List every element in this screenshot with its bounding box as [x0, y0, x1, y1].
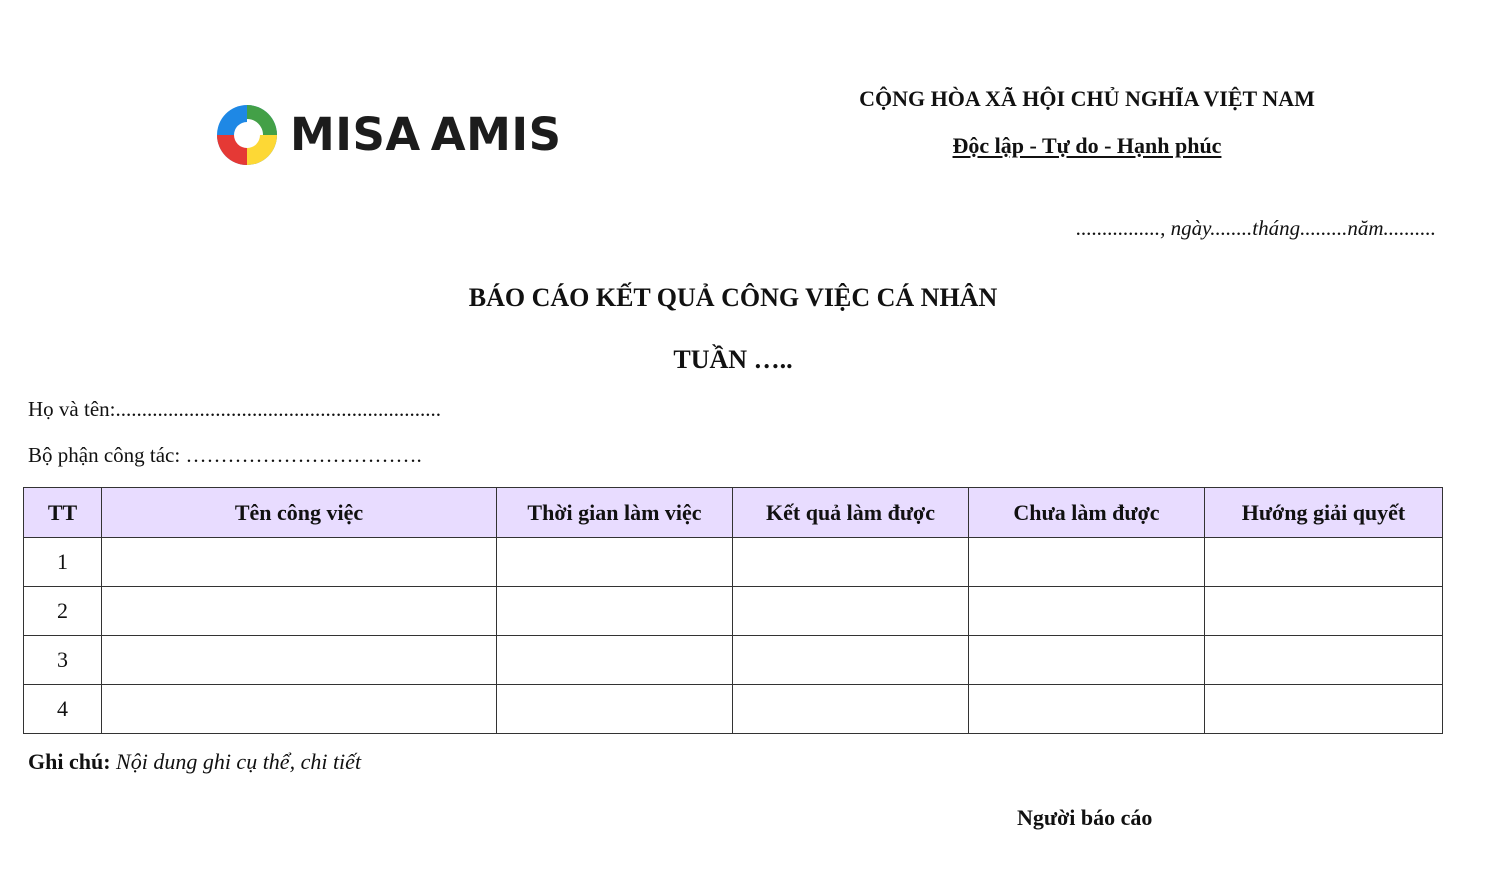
solution-cell: [1205, 538, 1443, 587]
table-row: [24, 636, 1443, 685]
table-row: [24, 685, 1443, 734]
table-row: [24, 538, 1443, 587]
working-time-cell: [497, 685, 733, 734]
results-cell: [733, 587, 969, 636]
row-number: 1: [24, 538, 102, 587]
not-done-cell: [969, 538, 1205, 587]
row-number: 4: [24, 685, 102, 734]
column-header-not-done: Chưa làm được: [969, 488, 1205, 538]
national-motto: Độc lập - Tự do - Hạnh phúc: [952, 133, 1222, 158]
working-time-cell: [497, 636, 733, 685]
task-name-cell: [102, 685, 497, 734]
column-header-working-time: Thời gian làm việc: [497, 488, 733, 538]
not-done-cell: [969, 685, 1205, 734]
task-name-cell: [102, 538, 497, 587]
solution-cell: [1205, 636, 1443, 685]
task-name-cell: [102, 587, 497, 636]
not-done-cell: [969, 636, 1205, 685]
table-row: [24, 587, 1443, 636]
solution-cell: [1205, 685, 1443, 734]
not-done-cell: [969, 587, 1205, 636]
full-name-field: Họ và tên:..............................................................: [28, 397, 441, 421]
report-title: BÁO CÁO KẾT QUẢ CÔNG VIỆC CÁ NHÂN: [468, 283, 998, 312]
note-text: Nội dung ghi cụ thể, chi tiết: [116, 749, 362, 774]
nation-heading: CỘNG HÒA XÃ HỘI CHỦ NGHĨA VIỆT NAM: [859, 86, 1315, 111]
brand-name: MISA AMIS: [290, 108, 562, 161]
column-header-solution: Hướng giải quyết: [1205, 488, 1443, 538]
note-label: Ghi chú:: [28, 749, 111, 774]
working-time-cell: [497, 587, 733, 636]
report-week: TUẦN …..: [673, 345, 793, 374]
task-name-cell: [102, 636, 497, 685]
brand-logo: [216, 104, 562, 166]
working-time-cell: [497, 538, 733, 587]
table-header-row: [24, 488, 1443, 538]
reporter-signature-label: Người báo cáo: [1017, 805, 1153, 830]
row-number: 3: [24, 636, 102, 685]
column-header-tt: TT: [24, 488, 102, 538]
results-cell: [733, 636, 969, 685]
work-report-table: [23, 487, 1443, 734]
solution-cell: [1205, 587, 1443, 636]
results-cell: [733, 538, 969, 587]
column-header-task-name: Tên công việc: [102, 488, 497, 538]
column-header-results: Kết quả làm được: [733, 488, 969, 538]
note-line: [28, 749, 361, 775]
date-line: ................, ngày........tháng.........năm..........: [1076, 216, 1436, 240]
misa-amis-logo-icon: [216, 104, 278, 166]
row-number: 2: [24, 587, 102, 636]
department-field: Bộ phận công tác: …………………………….: [28, 443, 422, 467]
results-cell: [733, 685, 969, 734]
